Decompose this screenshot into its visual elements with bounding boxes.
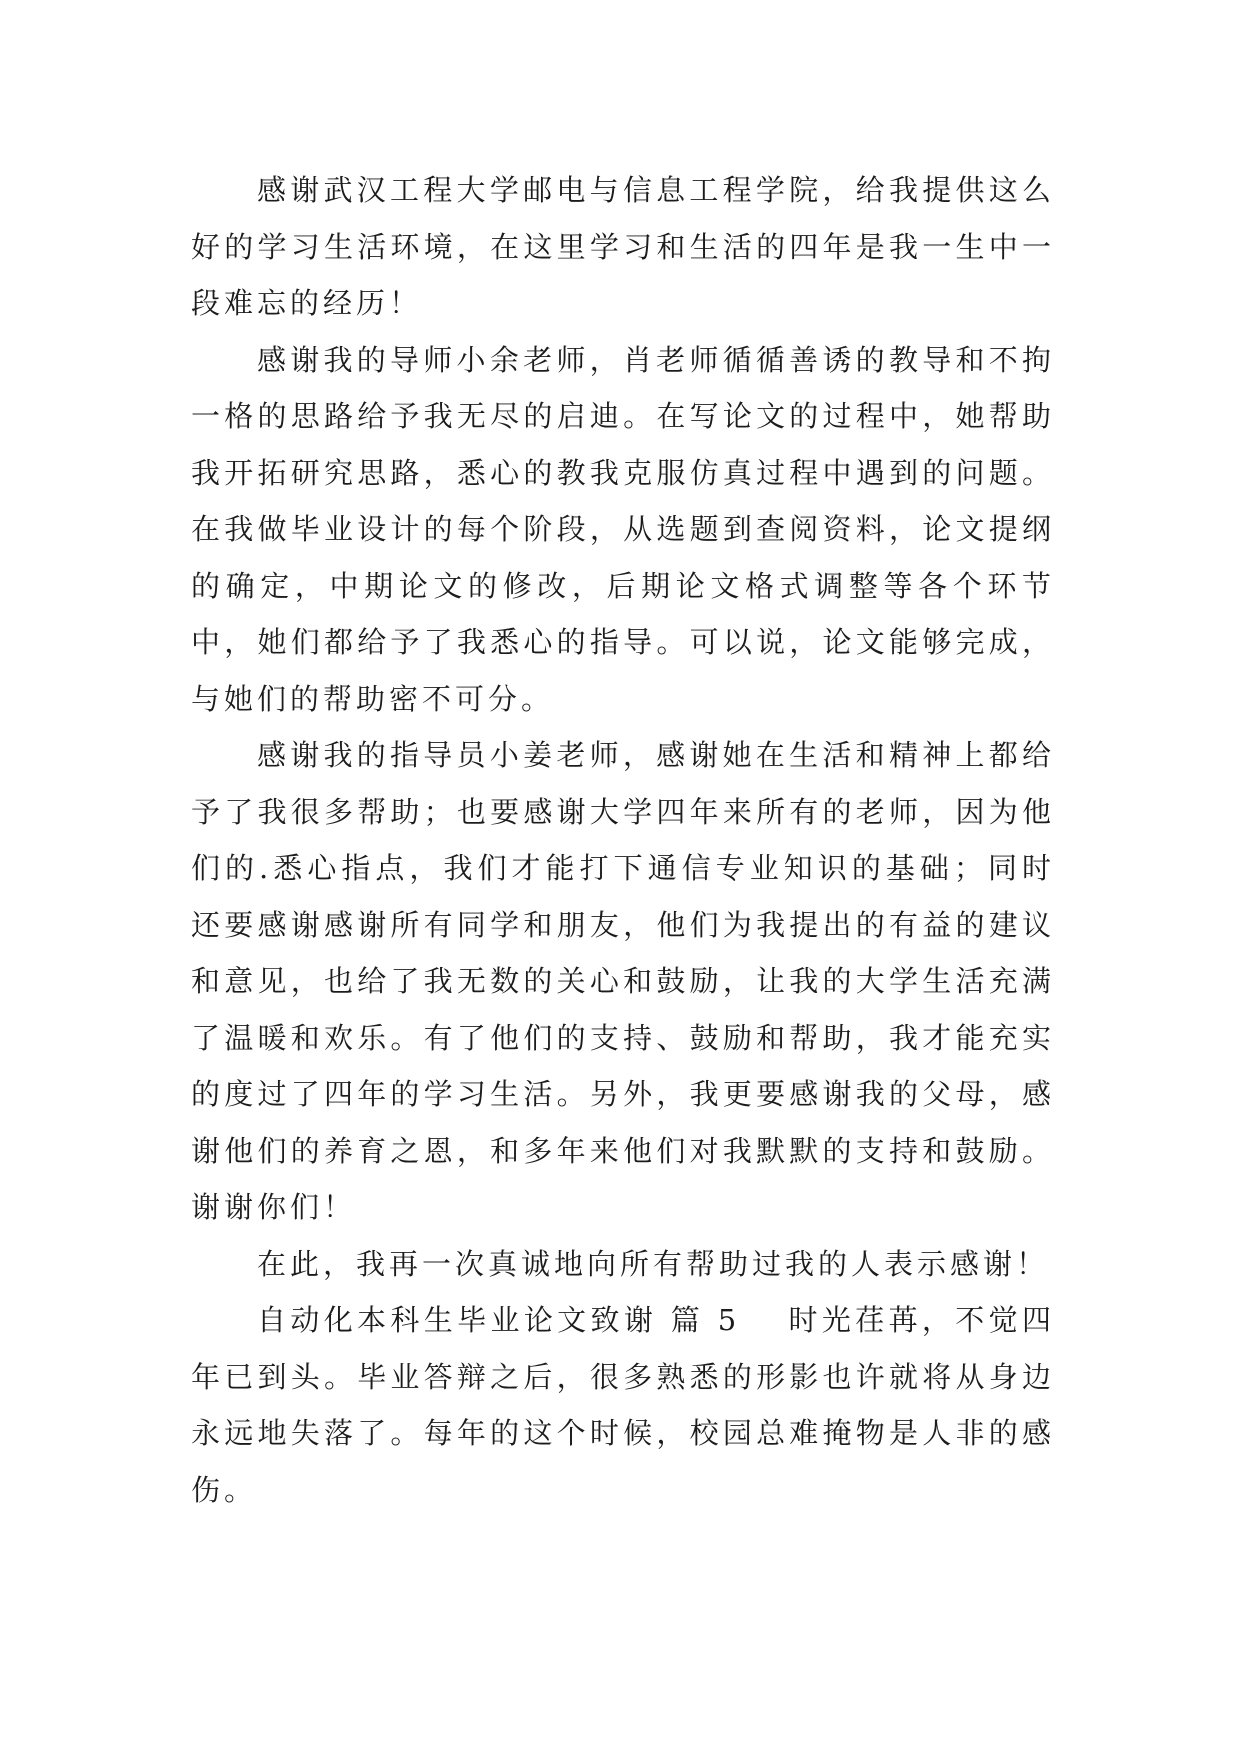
document-body (191, 162, 1055, 1518)
section-5 (191, 1292, 1055, 1518)
paragraph-thanks-counselor-family: 感谢我的指导员小姜老师，感谢她在生活和精神上都给予了我很多帮助；也要感谢大学四年来所有的老师，因为他们的.悉心指点，我们才能打下通信专业知识的基础；同时还要感谢感谢所有同学和朋友，他们为我提出的有益的建议和意见，也给了我无数的关心和鼓励，让我的大学生活充满了温暖和欢乐。有了他们的支持、鼓励和帮助，我才能充实的度过了四年的学习生活。另外，我更要感谢我的父母，感谢他们的养育之恩，和多年来他们对我默默的支持和鼓励。谢谢你们！ (191, 738, 1055, 1224)
paragraph-closing-thanks: 在此，我再一次真诚地向所有帮助过我的人表示感谢！ (257, 1246, 1050, 1281)
paragraph-thanks-college: 感谢武汉工程大学邮电与信息工程学院，给我提供这么好的学习生活环境，在这里学习和生活的四年是我一生中一段难忘的经历！ (191, 173, 1055, 320)
paragraph-thanks-advisor: 感谢我的导师小余老师，肖老师循循善诱的教导和不拘一格的思路给予我无尽的启迪。在写论文的过程中，她帮助我开拓研究思路，悉心的教我克服仿真过程中遇到的问题。在我做毕业设计的每个阶段，从选题到查阅资料，论文提纲的确定，中期论文的修改，后期论文格式调整等各个环节中，她们都给予了我悉心的指导。可以说，论文能够完成，与她们的帮助密不可分。 (191, 342, 1055, 716)
section-title: 自动化本科生毕业论文致谢 篇 5 (257, 1303, 741, 1337)
section-body: 时光荏苒，不觉四年已到头。毕业答辩之后，很多熟悉的形影也许就将从身边永远地失落了。每年的这个时候，校园总难掩物是人非的感伤。 (191, 1303, 1055, 1507)
